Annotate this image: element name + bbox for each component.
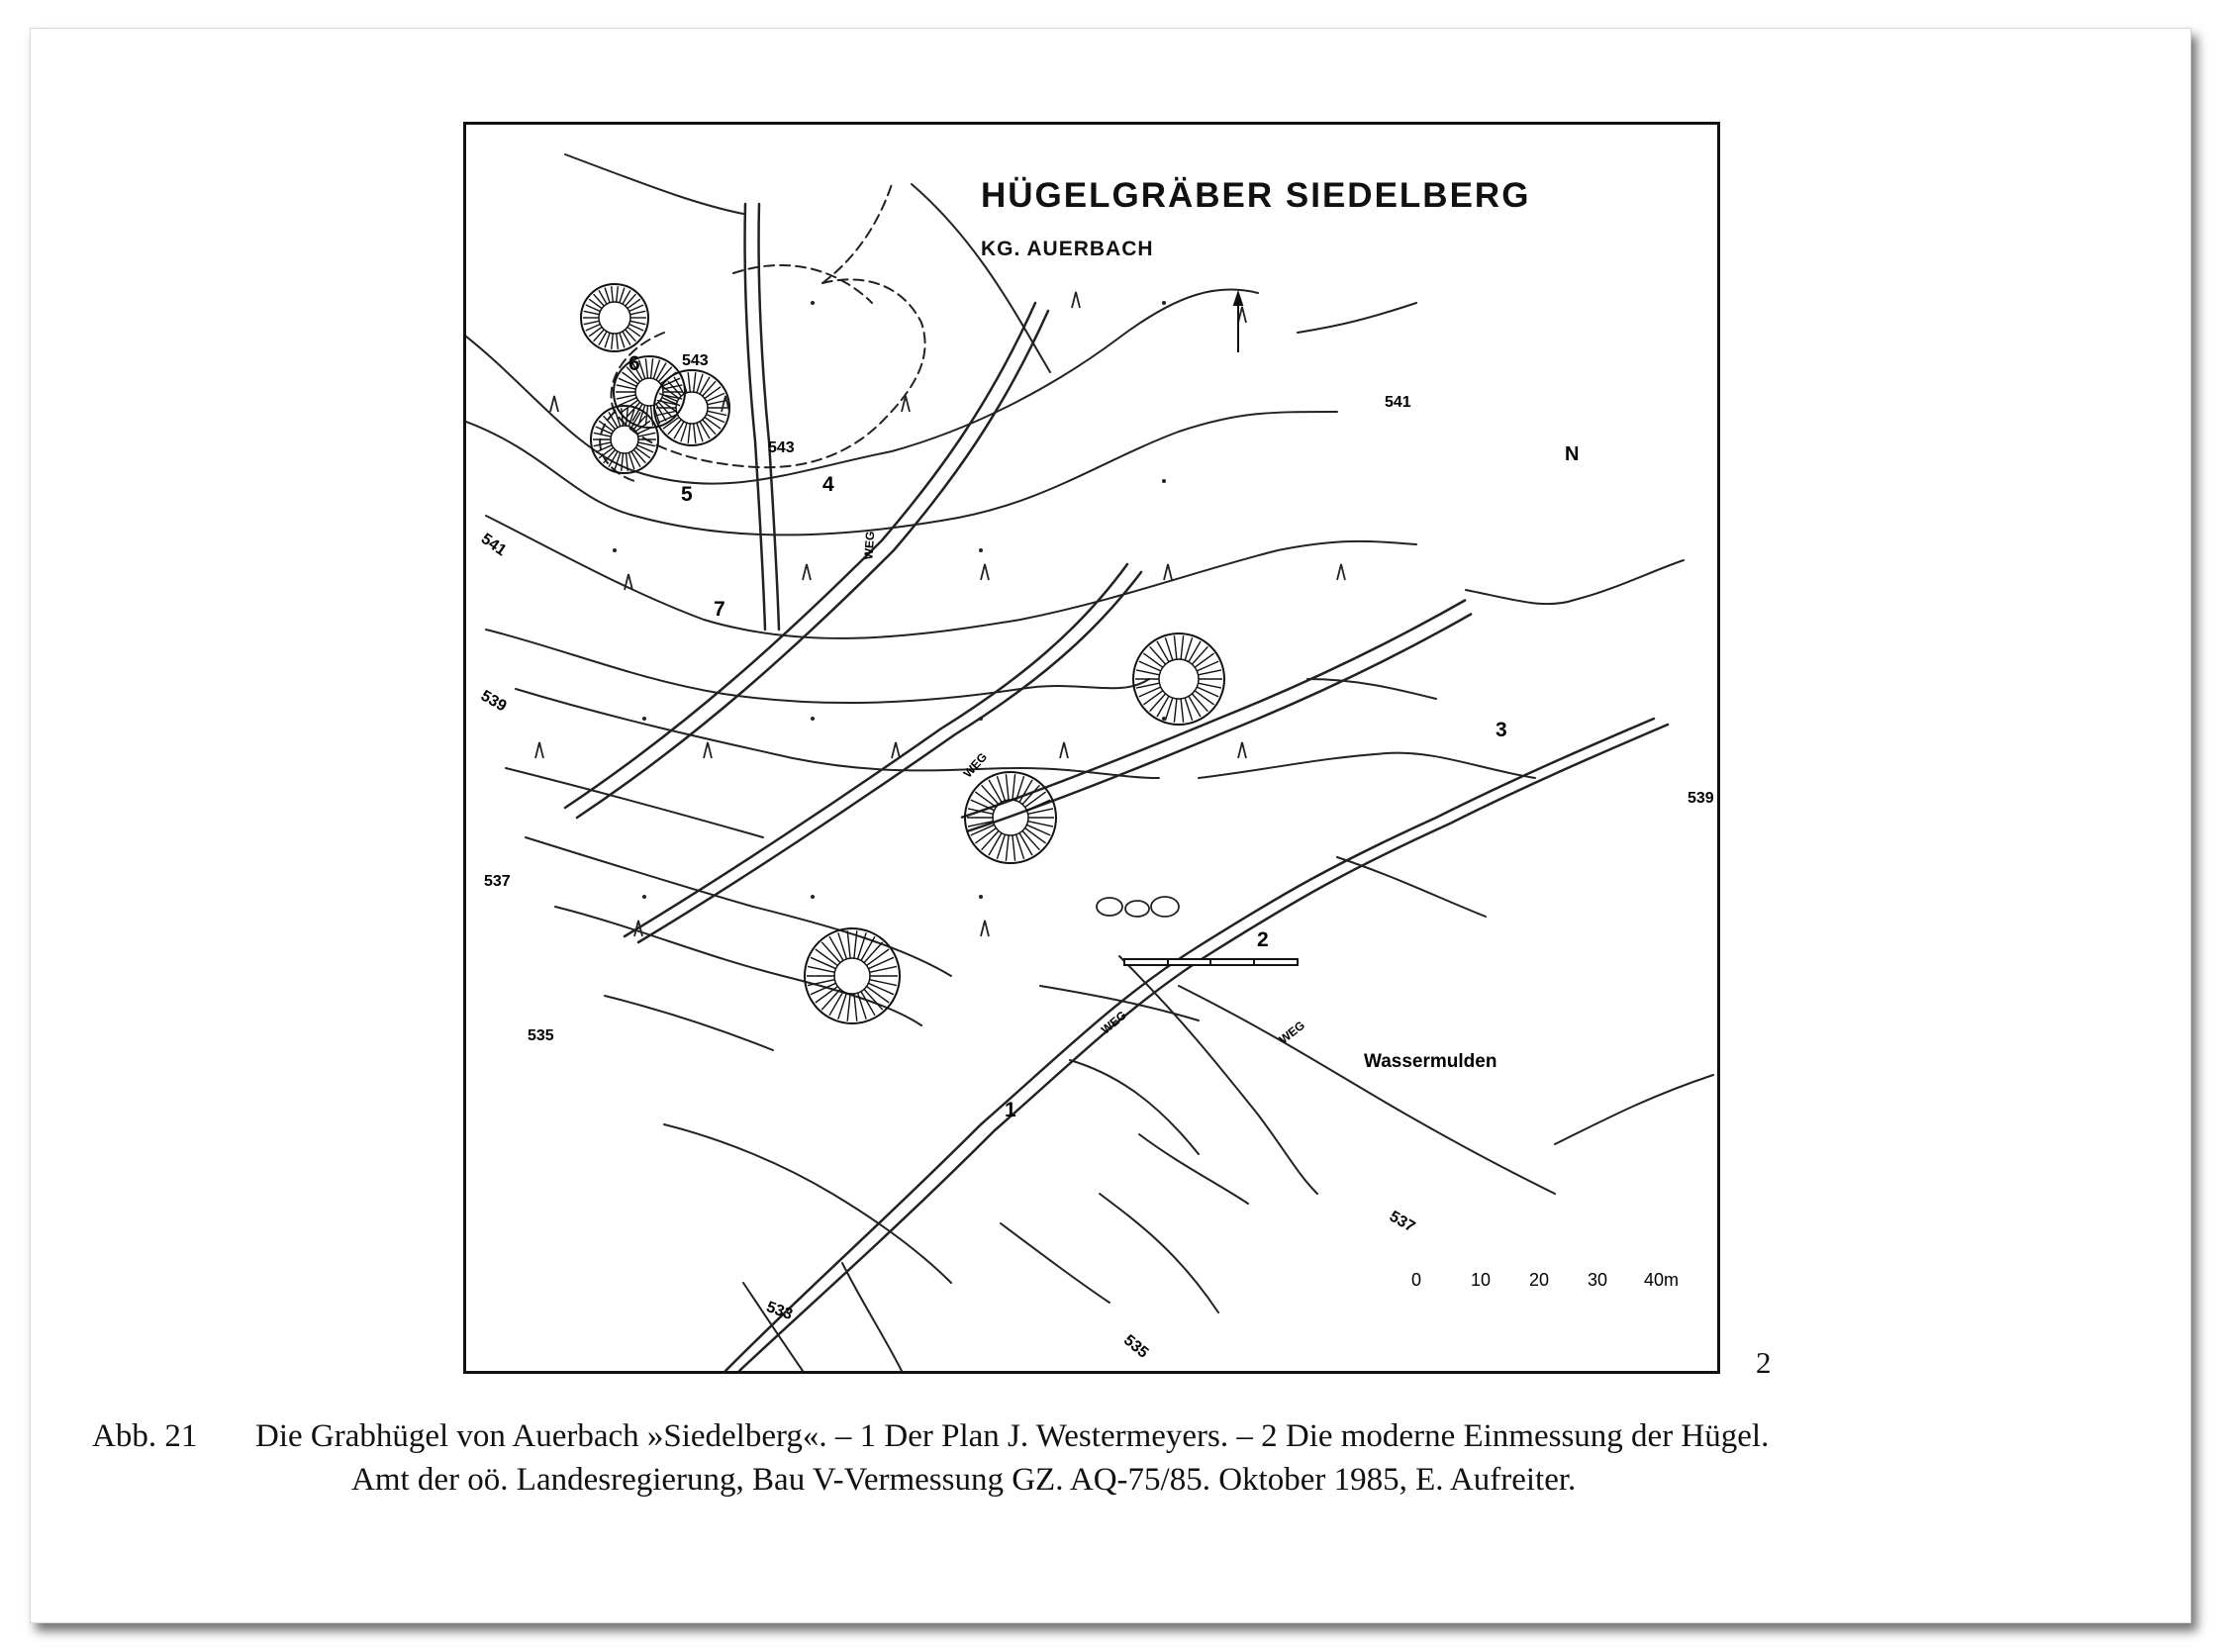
- contour-line: [1298, 303, 1416, 333]
- contour-line: [1070, 1060, 1199, 1154]
- contour-label-539: 539: [1688, 790, 1714, 807]
- mound-hachure: [1136, 670, 1159, 675]
- mound-hachure: [1199, 683, 1221, 688]
- mound-hachure: [1006, 835, 1009, 861]
- scale-bar: [1124, 959, 1298, 965]
- mound-hachure: [821, 989, 840, 1010]
- mound-hachure: [847, 994, 850, 1021]
- mound-hachure: [854, 994, 857, 1021]
- mound-hachure: [982, 785, 999, 804]
- mound-hachure: [638, 433, 656, 437]
- water-hollows: [1097, 897, 1179, 917]
- caption-line-2: Amt der oö. Landesregierung, Bau V-Vermessung GZ. AQ-75/85. Oktober 1985, E. Aufreiter.: [351, 1462, 1577, 1498]
- contour-label-535: 535: [1119, 1331, 1152, 1362]
- mound-hachure: [1013, 774, 1015, 800]
- contour-label-539: 539: [477, 687, 510, 716]
- map-drawing: [466, 125, 1717, 1371]
- road-label: WEG: [1098, 1008, 1129, 1037]
- contour-line: [842, 1263, 902, 1371]
- mound-hachure: [622, 453, 624, 471]
- mound-hachure: [821, 942, 840, 963]
- mound-hachure: [870, 980, 897, 986]
- contour-label-537: 537: [484, 873, 511, 890]
- map-subtitle: KG. AUERBACH: [981, 238, 1154, 260]
- mound-hachure: [630, 311, 646, 314]
- caption-label: Abb. 21: [92, 1418, 198, 1454]
- scanned-page: [30, 28, 2191, 1623]
- mound-hachure: [1174, 635, 1177, 659]
- mound-hachure: [868, 983, 894, 994]
- mound-hachure: [847, 930, 850, 958]
- mound-hachure: [870, 966, 897, 972]
- tree-symbols: [535, 292, 1345, 936]
- scale-tick-30: 30: [1588, 1270, 1608, 1290]
- north-arrow-icon: [1234, 293, 1242, 352]
- contour-line: [466, 289, 1258, 483]
- mound-number-7: 7: [714, 598, 725, 621]
- mound-hachure: [1181, 635, 1184, 659]
- mound-hachure: [645, 358, 647, 378]
- mound-hachure: [612, 286, 614, 302]
- mound-hachure: [594, 433, 612, 437]
- scale-tick-0: 0: [1411, 1270, 1422, 1290]
- mound-hachure: [1013, 835, 1015, 861]
- mound-number-4: 4: [822, 473, 834, 496]
- water-hollows-label: Wassermulden: [1364, 1051, 1497, 1072]
- contour-line: [565, 154, 743, 214]
- contour-line: [1001, 1223, 1110, 1303]
- mound-hachure: [605, 333, 610, 347]
- mound-hachure: [651, 358, 653, 378]
- spot-heights: [613, 301, 1166, 899]
- road-east: [967, 614, 1472, 831]
- map-title: HÜGELGRÄBER SIEDELBERG: [981, 176, 1531, 215]
- mound-hachure: [694, 424, 696, 443]
- mound-hachure: [982, 830, 999, 849]
- mound-hachure: [584, 321, 600, 324]
- mound-hachure: [651, 406, 653, 426]
- contour-line: [526, 837, 951, 976]
- mound-hachure: [1150, 646, 1166, 664]
- mound-hachure: [1199, 670, 1221, 675]
- mound-hachure: [971, 800, 995, 811]
- contour-label-541: 541: [1385, 394, 1411, 411]
- mound-hachure: [1026, 800, 1050, 811]
- mound-hachure: [688, 372, 690, 392]
- mound-hachure: [816, 987, 838, 1003]
- contour-label-543: 543: [682, 352, 709, 369]
- mound-hachure: [694, 372, 696, 392]
- road-diagonal-b: [638, 572, 1141, 942]
- contour-line: [733, 265, 872, 303]
- contour-line: [486, 516, 1416, 638]
- survey-map: [463, 122, 1720, 1374]
- mound-hachure: [630, 321, 646, 324]
- mound-number-1: 1: [1005, 1099, 1016, 1121]
- mound-hachure: [619, 398, 636, 406]
- mound-hachure: [867, 949, 890, 965]
- contour-line: [1100, 1194, 1218, 1312]
- mound-hachure: [808, 966, 834, 972]
- contour-label-537: 537: [1386, 1208, 1418, 1236]
- mound-hachure: [868, 957, 894, 968]
- mound-hachure: [627, 408, 628, 426]
- contour-label-543: 543: [768, 439, 795, 456]
- mound-hachure: [617, 385, 636, 389]
- mound-hachure: [816, 949, 838, 965]
- mound-hachure: [620, 288, 625, 303]
- mound-hachure: [599, 421, 614, 432]
- mound-hachure: [975, 828, 996, 843]
- mound-hachure: [688, 424, 690, 443]
- mound-number-2: 2: [1257, 928, 1269, 951]
- road-label: WEG: [960, 749, 991, 781]
- mound-hachure: [811, 957, 836, 968]
- mound-hachure: [594, 442, 612, 446]
- road-label: WEG: [861, 531, 878, 560]
- mound-hachure: [1150, 694, 1166, 712]
- mound-hachure: [708, 411, 727, 415]
- figure-number: 2: [1756, 1345, 1772, 1380]
- figure-caption: [92, 1414, 2200, 1502]
- mound-number-6: 6: [628, 352, 640, 375]
- mound-hachure: [1192, 646, 1207, 664]
- road-diagonal-b: [625, 564, 1127, 936]
- mound-hachure: [584, 311, 600, 314]
- mound-hachure: [1025, 828, 1046, 843]
- mound-number-3: 3: [1495, 719, 1507, 741]
- mound-hachure: [617, 286, 619, 302]
- contour-label-541: 541: [477, 530, 510, 560]
- scale-tick-10: 10: [1471, 1270, 1492, 1290]
- contour-line: [822, 184, 892, 283]
- mound-hachure: [620, 333, 625, 347]
- mound-hachure: [1022, 830, 1039, 849]
- road-diagonal-a: [577, 311, 1048, 818]
- mound-hachure: [1026, 825, 1050, 835]
- mound-hachure: [975, 792, 996, 807]
- mound-hachure: [703, 420, 716, 435]
- contour-label-535: 535: [528, 1027, 554, 1044]
- scale-tick-20: 20: [1529, 1270, 1550, 1290]
- mound-hachure: [635, 447, 650, 458]
- mound-hachure: [617, 334, 619, 349]
- road-diagonal-a: [565, 303, 1035, 808]
- mound-hachure: [1174, 699, 1177, 723]
- contour-line: [1555, 1075, 1713, 1144]
- mound-hachure: [617, 395, 636, 399]
- mound-hachure: [633, 449, 645, 462]
- contour-line: [1139, 1134, 1248, 1204]
- mound-hachure: [864, 942, 883, 963]
- contour-line: [1119, 956, 1317, 1194]
- mound-hachure: [668, 381, 681, 396]
- mound-hachure: [1028, 822, 1053, 826]
- mound-hachure: [703, 381, 716, 396]
- mound-number-5: 5: [681, 483, 693, 506]
- contour-line: [1179, 986, 1555, 1194]
- caption-text-1: Die Grabhügel von Auerbach »Siedelberg«. – 1 Der Plan J. Westermeyers. – 2 Die moderne Einmessung der Hügel.: [255, 1418, 1770, 1454]
- contour-line: [1199, 753, 1535, 778]
- mound-hachure: [605, 288, 610, 303]
- contour-line: [605, 996, 773, 1050]
- contour-line: [1466, 560, 1684, 604]
- caption-line-1: [92, 1414, 2200, 1458]
- contour-line: [664, 1124, 951, 1283]
- mound-hachure: [1006, 774, 1009, 800]
- contour-label-533: 533: [764, 1298, 795, 1324]
- mound-hachure: [658, 367, 671, 382]
- mound-hachure: [638, 442, 656, 446]
- road-label: WEG: [1276, 1018, 1307, 1047]
- mound-hachure: [1192, 694, 1207, 712]
- mound-hachure: [612, 334, 614, 349]
- mound-hachure: [1181, 699, 1184, 723]
- north-label: N: [1565, 443, 1580, 465]
- mound-hachure: [619, 378, 636, 386]
- scale-tick-40m: 40m: [1644, 1270, 1680, 1290]
